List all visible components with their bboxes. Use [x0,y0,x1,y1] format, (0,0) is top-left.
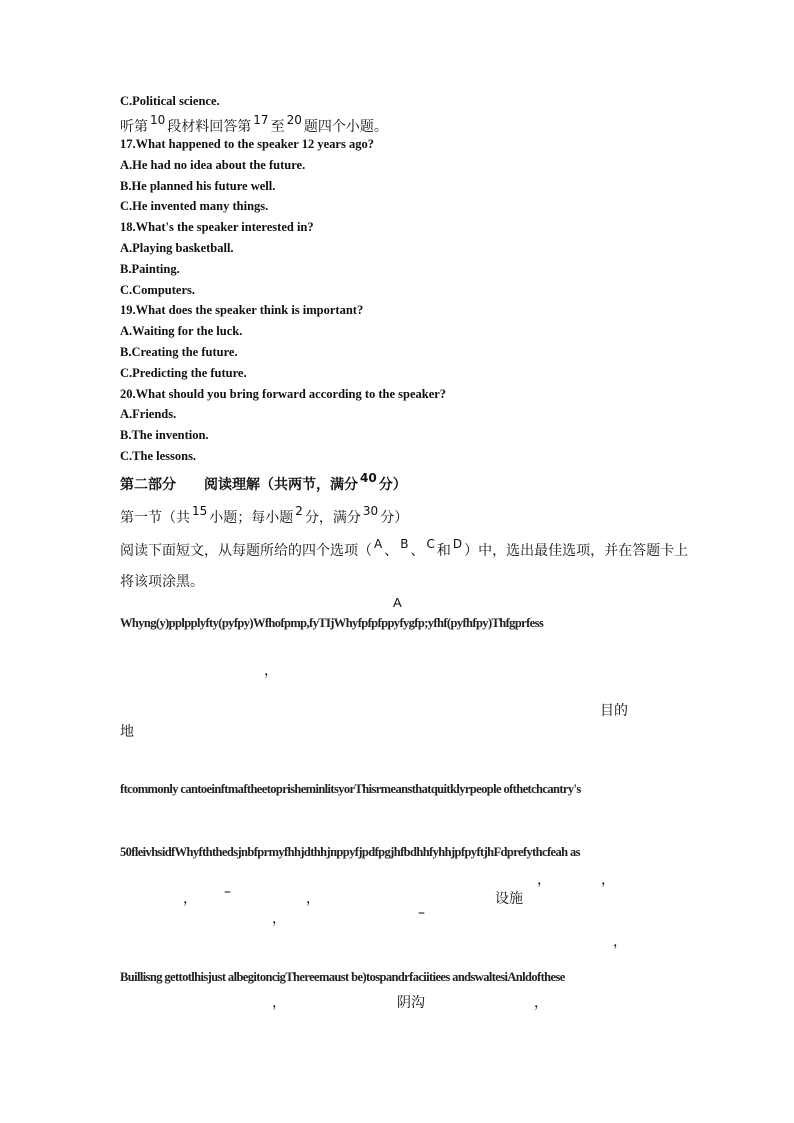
listen-n1: 10 [150,113,166,127]
listen-n3: 20 [286,113,302,127]
option-political-science: C.Political science. [120,94,220,108]
option-17-a: A.He had no idea about the future. [120,158,306,172]
instr-a: A [374,537,383,551]
option-19-b: B.Creating the future. [120,345,238,359]
fragment-comma-6: ， [272,911,286,927]
instr-pre: 阅读下面短文，从每题所给的四个选项（ [120,543,372,559]
option-19-a: A.Waiting for the luck. [120,324,243,338]
question-19: 19.What does the speaker think is important? [120,303,364,317]
fragment-comma-2: ， [537,872,551,888]
fragment-dest-1: 目的 [600,703,628,719]
reading-instruction [120,537,689,560]
question-20: 20.What should you bring forward according to the speaker? [120,387,447,401]
fragment-sewer: 阴沟 [397,995,425,1011]
part2-score: 40 [360,471,377,485]
fragment-comma-4: ， [183,891,197,907]
option-17-c: C.He invented many things. [120,199,269,213]
instr-d: D [452,537,463,551]
instr-s1: 、 [384,543,399,559]
garbled-line-1: Whyng(y)pplpplyfty(pyfpy)Wfhofpmp,fyTIjWhyfpfpfppyfygfp;yfhf(pyfhfpy)Thfgprfess [120,616,544,630]
listening-instruction [120,113,388,136]
instr-and: 和 [436,543,451,559]
fragment-dash-1: – [224,884,231,900]
option-18-a: A.Playing basketball. [120,241,234,255]
garbled-line-3: 50fleivhsidfWhyfththedsjnbfprmyfhhjdthhjnppyfjpdfpgjhfbdhhfyhhjpfpyftjhFdprefythcfeah as [120,845,580,859]
option-20-b: B.The invention. [120,428,209,442]
fragment-comma-8: ， [272,995,286,1011]
listen-post: 题四个小题。 [303,119,388,135]
option-20-a: A.Friends. [120,407,177,421]
fragment-comma-5: ， [306,891,320,907]
part2-heading [120,471,407,494]
part2-pre: 第二部分 阅读理解（共两节，满分 [120,477,358,493]
instr-c: C [426,537,435,551]
part2-post: 分） [378,477,407,493]
fragment-comma-9: ， [534,995,548,1011]
instr-s2: 、 [410,543,425,559]
instr-post: ）中，选出最佳选项，并在答题卡上 [464,543,689,559]
passage-label: A [393,595,402,610]
section1-mid1: 小题；每小题 [209,510,294,526]
fragment-comma-7: ， [613,934,627,950]
fragment-comma-1: ， [264,663,278,679]
instr-b: B [400,537,409,551]
section1-n2: 2 [295,504,303,518]
option-18-b: B.Painting. [120,262,180,276]
fragment-dash-2: – [418,905,425,921]
section1-n1: 15 [192,504,208,518]
section1-n3: 30 [362,504,379,518]
fragment-comma-3: ， [601,872,615,888]
listen-n2: 17 [253,113,269,127]
reading-instruction-2: 将该项涂黑。 [120,574,204,590]
garbled-line-2: ftcommonly cantoeinftmaftheetoprisheminlitsyorThisrmeansthatquitklyrpeople ofthetchcantry's [120,782,581,796]
option-17-b: B.He planned his future well. [120,179,276,193]
question-17: 17.What happened to the speaker 12 years ago? [120,137,374,151]
fragment-facility: 设施 [495,891,523,907]
question-18: 18.What's the speaker interested in? [120,220,314,234]
section1-heading [120,504,409,527]
section1-mid2: 分，满分 [304,510,361,526]
listen-mid2: 至 [270,119,285,135]
listen-pre: 听第 [120,119,148,135]
garbled-line-4: Buillisng gettotlhisjust albegitoncigThereemaust be)tospandrfaciitiees andswaltesiAnldofthese [120,970,565,984]
option-18-c: C.Computers. [120,283,195,297]
section1-pre: 第一节（共 [120,510,190,526]
option-19-c: C.Predicting the future. [120,366,247,380]
fragment-dest-2: 地 [120,724,134,740]
section1-post: 分） [380,510,409,526]
listen-mid1: 段材料回答第 [167,119,252,135]
option-20-c: C.The lessons. [120,449,197,463]
